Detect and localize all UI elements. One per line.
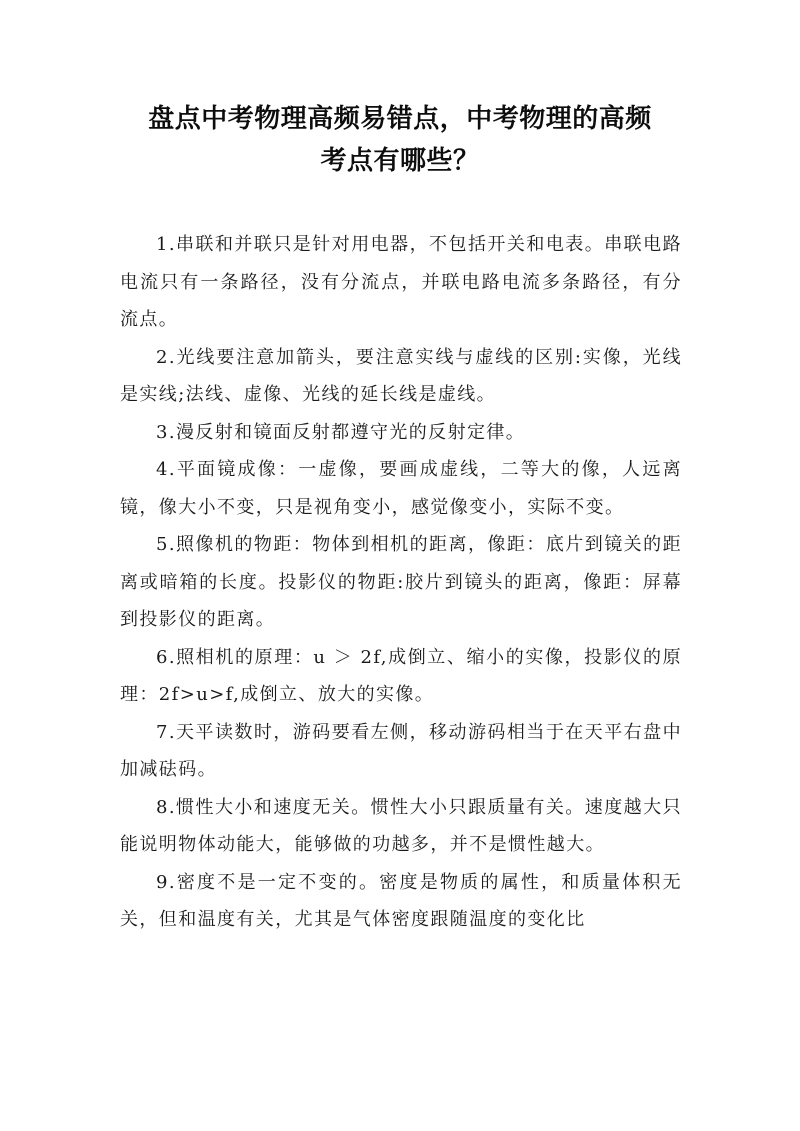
paragraph-1: 1.串联和并联只是针对用电器，不包括开关和电表。串联电路电流只有一条路径，没有分流点，并联电路电流多条路径，有分流点。 xyxy=(120,234,682,330)
title-line-2: 考点有哪些？ xyxy=(320,146,480,176)
title-line-1: 盘点中考物理高频易错点，中考物理的高频 xyxy=(148,104,652,134)
paragraph-3: 3.漫反射和镜面反射都遵守光的反射定律。 xyxy=(156,421,526,443)
paragraph-4: 4.平面镜成像：一虚像，要画成虚线，二等大的像，人远离镜，像大小不变，只是视角变小，感觉像变小，实际不变。 xyxy=(120,459,682,518)
paragraph-8: 8.惯性大小和速度无关。惯性大小只跟质量有关。速度越大只能说明物体动能大，能够做的功越多，并不是惯性越大。 xyxy=(120,796,682,855)
paragraph-5: 5.照像机的物距：物体到相机的距离，像距：底片到镜关的距离或暗箱的长度。投影仪的物距:胶片到镜头的距离，像距：屏幕到投影仪的距离。 xyxy=(120,534,682,630)
document-body xyxy=(120,226,682,939)
paragraph-7: 7.天平读数时，游码要看左侧，移动游码相当于在天平右盘中加减砝码。 xyxy=(120,721,682,780)
paragraph-2: 2.光线要注意加箭头，要注意实线与虚线的区别:实像，光线是实线;法线、虚像、光线的延长线是虚线。 xyxy=(120,346,682,405)
paragraph-6: 6.照相机的原理：u ＞ 2f,成倒立、缩小的实像，投影仪的原理：2f>u>f,成倒立、放大的实像。 xyxy=(120,646,682,705)
paragraph-9: 9.密度不是一定不变的。密度是物质的属性，和质量体积无关，但和温度有关，尤其是气体密度跟随温度的变化比 xyxy=(120,871,682,930)
page-title xyxy=(100,98,700,182)
